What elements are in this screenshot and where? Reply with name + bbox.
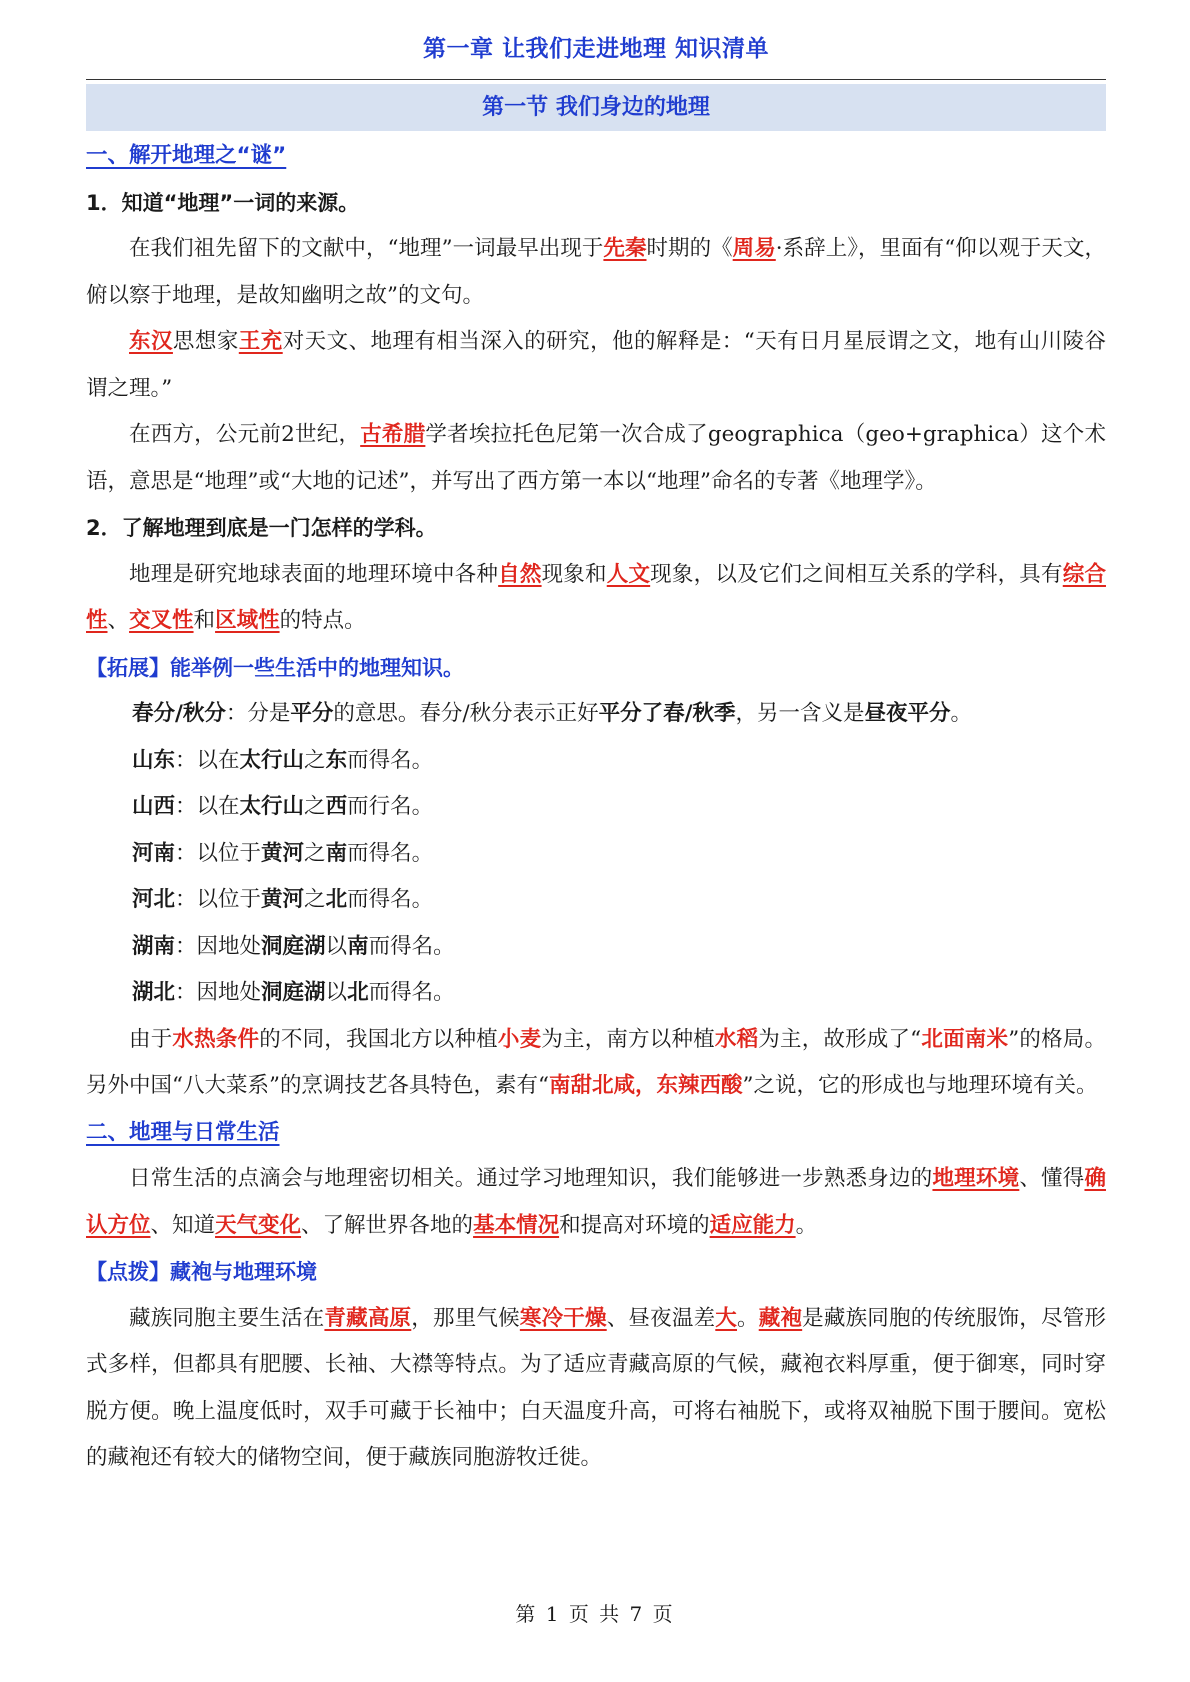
text: 在西方，公元前2世纪， [129,422,361,447]
bold-text: 黄河 [261,887,305,912]
text: ：分是 [225,701,291,726]
text: ”的格局。另外中国“八大菜系”的烹调技艺各具特色，素有“ [86,1026,1106,1098]
keyword: 区域性 [215,608,280,633]
paragraph-tibetan-robe [86,1296,1106,1482]
text: 的意思。春分/秋分表示正好 [333,701,599,726]
text: ：以位于 [175,887,262,912]
bold-text: 北 [347,980,369,1005]
list-item-province [86,738,1106,785]
paragraph-discipline [86,552,1106,645]
text: 对天文、地理有相当深入的研究，他的解释是：“天有日月星辰谓之文，地有山川陵谷谓之理。” [86,329,1106,401]
text: 、昼夜温差 [606,1305,716,1331]
text: 而得名。 [368,933,455,959]
text: 、知道 [150,1212,216,1238]
paragraph-wangchong [86,319,1106,412]
list-item-season [86,691,1106,738]
bold-text: 南 [325,840,348,866]
text: 时期的《 [646,236,733,261]
keyword: 东汉 [129,329,173,354]
text: 而得名。 [347,887,434,912]
text: 学者埃拉托色尼第一次合成了geographica（geo+graphica）这个术语，意思是“地理”或“大地的记述”，并写出了西方第一本以“地理”命名的专著《地理学》。 [86,422,1106,494]
paragraph-west [86,412,1106,505]
text: 、了解世界各地的 [301,1212,474,1238]
term: 湖北 [132,980,176,1005]
question-1: 1．知道“地理”一词的来源。 [86,190,360,215]
keyword: 适应能力 [709,1212,796,1238]
text: ：以在 [175,747,240,773]
keyword: 寒冷干燥 [519,1305,607,1331]
keyword: 先秦 [603,236,647,261]
heading-text: 二、地理与日常生活 [86,1119,280,1145]
paragraph-daily-life [86,1156,1106,1249]
text: ：以在 [175,794,240,819]
list-item-province [86,831,1106,878]
text: 之 [304,887,326,912]
text: 和 [193,608,216,633]
text: 现象，以及它们之间相互关系的学科，具有 [650,561,1063,587]
bold-text: 平分了春/秋季 [598,701,736,726]
keyword: 综合性 [86,561,1106,633]
term: 湖南 [132,933,176,959]
text: 是藏族同胞的传统服饰，尽管形式多样，但都具有肥腰、长袖、大襟等特点。为了适应青藏高原的气候，藏袍衣料厚重，便于御寒，同时穿脱方便。晚上温度低时，双手可藏于长袖中；白天温度升高，可将右袖脱下，或将双袖脱下围于腰间。宽松的藏袍还有较大的储物空间，便于藏族同胞游牧迁徙。 [86,1305,1106,1470]
bold-text: 北 [325,887,348,912]
term: 春分/秋分 [132,701,226,726]
text: 。 [950,701,973,726]
section-heading-2 [86,1110,1106,1157]
heading-text: 一、解开地理之“谜” [86,143,287,168]
text: 在我们祖先留下的文献中，“地理”一词最早出现于 [129,236,604,261]
keyword: 古希腊 [360,422,426,447]
tip-heading: 【点拨】藏袍与地理环境 [86,1260,317,1284]
section-title-bar: 第一节 我们身边的地理 [86,84,1106,131]
highlight: 小麦 [497,1026,542,1052]
highlight: 北面南米 [921,1026,1009,1052]
section-heading-1 [86,133,1106,180]
bold-text: 洞庭湖 [261,933,326,959]
text: ：以位于 [175,840,262,866]
text: 。 [795,1212,818,1238]
paragraph-food [86,1017,1106,1110]
text: 为主，南方以种植 [541,1026,715,1052]
highlight: 水热条件 [172,1026,260,1052]
text: 的特点。 [279,608,366,633]
text: 和提高对环境的 [559,1212,710,1238]
title-divider [86,79,1106,80]
keyword: 确认方位 [86,1166,1106,1238]
text: 现象和 [541,561,607,587]
bold-text: 南 [347,933,369,959]
text: 、懂得 [1019,1166,1085,1191]
bold-text: 黄河 [261,840,305,866]
keyword: 自然 [498,561,542,587]
text: 而得名。 [347,840,434,866]
keyword: 王充 [238,329,283,354]
text: 为主，故形成了“ [758,1026,922,1052]
text: ：因地处 [175,980,262,1005]
content [86,133,1106,1482]
keyword: 周易 [732,236,776,261]
keyword: 青藏高原 [324,1305,412,1331]
list-item-province [86,924,1106,971]
text: 由于 [129,1026,173,1052]
keyword: 交叉性 [129,608,194,633]
text: 以 [325,980,348,1005]
text: 之 [304,747,326,773]
text: ”之说，它的形成也与地理环境有关。 [742,1073,1098,1098]
text: 以 [325,933,348,959]
bold-text: 太行山 [239,794,305,819]
text: 之 [304,794,326,819]
text: 日常生活的点滴会与地理密切相关。通过学习地理知识，我们能够进一步熟悉身边的 [129,1166,933,1191]
document-title: 第一章 让我们走进地理 知识清单 [422,36,769,62]
text: 而得名。 [347,747,434,773]
term: 山西 [132,794,176,819]
text: 藏族同胞主要生活在 [129,1305,325,1331]
highlight: 南甜北咸，东辣西酸 [548,1073,743,1098]
list-item-province [86,877,1106,924]
term: 山东 [132,747,176,773]
keyword: 基本情况 [473,1212,560,1238]
paragraph-origin [86,226,1106,319]
text: ·系辞上》，里面有“仰以观于天文，俯以察于地理，是故知幽明之故”的文句。 [86,236,1106,308]
bold-text: 太行山 [239,747,305,773]
text: 的不同，我国北方以种植 [259,1026,498,1052]
page-footer: 第 1 页 共 7 页 [515,1602,675,1626]
highlight: 水稻 [714,1026,759,1052]
text: ，另一含义是 [735,701,865,726]
question-2: 2．了解地理到底是一门怎样的学科。 [86,516,437,540]
bold-text: 东 [325,747,348,773]
bold-text: 平分 [290,701,334,726]
text: ：因地处 [175,933,262,959]
list-item-province [86,784,1106,831]
text: 而得名。 [368,980,455,1005]
keyword: 地理环境 [932,1166,1020,1191]
text: 之 [304,840,326,866]
text: 而行名。 [347,794,434,819]
bold-text: 洞庭湖 [261,980,326,1005]
keyword: 藏袍 [758,1305,803,1331]
text: 思想家 [172,329,239,354]
extension-heading: 【拓展】能举例一些生活中的地理知识。 [86,655,464,680]
bold-text: 昼夜平分 [864,701,951,726]
list-item-province [86,970,1106,1017]
text: ，那里气候 [411,1305,520,1331]
term: 河北 [132,887,176,912]
keyword: 人文 [606,561,651,587]
term: 河南 [132,840,176,866]
text: 地理是研究地球表面的地理环境中各种 [129,561,499,587]
keyword: 天气变化 [215,1212,302,1238]
text: 、 [107,608,130,633]
bold-text: 西 [325,794,348,819]
text: 。 [737,1305,759,1331]
keyword: 大 [715,1305,738,1331]
